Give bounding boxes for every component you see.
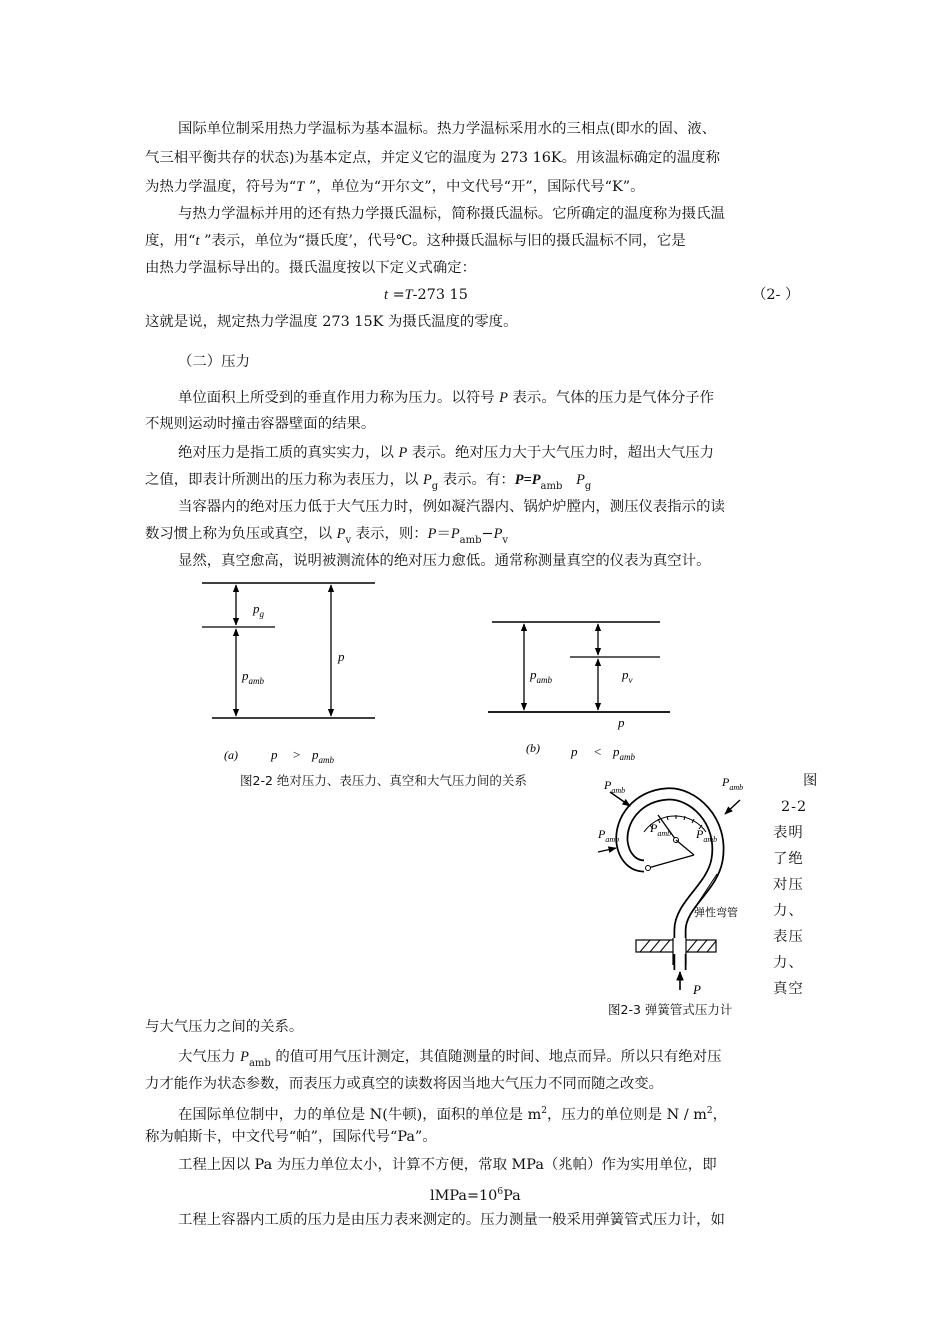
text-segment: -273 15 <box>412 287 468 303</box>
symbol-T: T <box>404 287 413 303</box>
label-p-a: p <box>338 649 345 664</box>
para-mpa: 工程上因以 Pa 为压力单位太小，计算不方便，常取 MPa（兆帕）作为实用单位，即 <box>178 1157 717 1173</box>
symbol-P: P <box>576 472 585 488</box>
para-relation-tail: 与大气压力之间的关系。 <box>145 1019 304 1035</box>
figure-2-2-diagram <box>190 575 680 770</box>
superscript: 2 <box>541 1106 547 1116</box>
text-segment: 在国际单位制中，力的单位是 N(牛顿)，面积的单位是 m <box>178 1106 542 1123</box>
side-line: 力、 <box>773 903 804 919</box>
para-atmos-line1 <box>178 1047 721 1069</box>
label-pamb-2: $P_{amb}$ <box>722 775 744 792</box>
symbol-P: P <box>423 472 432 488</box>
label-pv: $p_v$ <box>622 667 633 685</box>
equation-mpa <box>430 1182 521 1206</box>
minus-sign: − <box>481 526 494 542</box>
superscript: 2 <box>706 1106 713 1116</box>
superscript: 6 <box>497 1187 504 1197</box>
side-line: 对压 <box>773 877 804 893</box>
symbol-t: t <box>384 287 388 303</box>
equation-celsius <box>384 285 468 305</box>
equals-sign: = <box>392 287 405 303</box>
side-line: 力、 <box>773 955 804 971</box>
para-celsius-line2 <box>145 231 686 251</box>
para-pressure-def-line2: 不规则运动时撞击容器壁面的结果。 <box>145 416 376 432</box>
subscript: v <box>345 535 352 546</box>
cond-a-op: > <box>293 747 301 762</box>
side-line: 了绝 <box>773 851 804 867</box>
label-pamb-1: $P_{amb}$ <box>604 778 626 795</box>
figure-2-3-gauge-diagram <box>592 770 762 1000</box>
para-si-unit-line1 <box>178 1101 727 1125</box>
label-pamb-4: $P_{amb}$ <box>650 821 672 838</box>
side-column-text <box>773 768 818 1002</box>
subscript: amb <box>540 481 563 492</box>
text-segment: 数习惯上称为负压或真空，以 <box>145 526 337 542</box>
text-segment: ，压力的单位则是 N / m <box>546 1106 707 1123</box>
cond-a-p: p <box>271 747 278 762</box>
figure-2-3-caption: 图2-3 弹簧管式压力计 <box>608 1002 733 1017</box>
text-segment: 表示。气体的压力是气体分子作 <box>507 390 715 406</box>
side-line: 表压 <box>773 929 804 945</box>
text-segment: lMPa=10 <box>430 1187 498 1204</box>
symbol-t: t <box>195 233 200 249</box>
cond-a-pamb: $p_{amb}$ <box>312 747 334 765</box>
para-thermo-scale-line2: 气三相平衡共存的状态)为基本定点，并定义它的温度为 273 16K。用该温标确定的温度称 <box>145 150 720 166</box>
text-segment: Pa <box>503 1187 521 1204</box>
side-line: 真空 <box>773 981 804 997</box>
text-segment: 表示。绝对压力大于大气压力时，超出大气压力 <box>407 445 715 461</box>
para-absolute-pressure-line2 <box>145 470 591 492</box>
formula: P=P <box>514 472 541 488</box>
dial-ticks <box>650 815 702 829</box>
equals-sign: ＝ <box>436 526 451 542</box>
cond-b-op: < <box>594 744 602 759</box>
para-vacuum-meter: 显然，真空愈高，说明被测流体的绝对压力愈低。通常称测量真空的仪表为真空计。 <box>178 553 711 569</box>
symbol-P: P <box>336 526 346 542</box>
text-segment: 表示，则： <box>351 526 428 542</box>
link-joint <box>646 866 651 871</box>
label-pamb-3: $P_{amb}$ <box>598 827 620 844</box>
side-line: 表明 <box>773 825 804 841</box>
label-p-b: p <box>618 715 625 730</box>
label-pamb-b: $p_{amb}$ <box>530 667 552 685</box>
text-segment: 为热力学温度，符号为“ <box>145 179 297 195</box>
para-celsius-line1: 与热力学温标并用的还有热力学摄氏温标，简称摄氏温标。它所确定的温度称为摄氏温 <box>178 206 725 222</box>
symbol-P: P <box>427 526 437 542</box>
text-segment: 之值，即表计所测出的压力称为表压力，以 <box>145 472 423 488</box>
symbol-P: P <box>240 1049 249 1065</box>
text-segment: 的值可用气压计测定，其值随测量的时间、地点而异。所以只有绝对压 <box>270 1049 722 1065</box>
label-a: (a) <box>224 748 238 762</box>
text-segment: 绝对压力是指工质的真实实力，以 <box>178 445 399 461</box>
label-pg: $p_g$ <box>253 601 264 619</box>
cond-b-pamb: $p_{amb}$ <box>613 744 635 762</box>
label-b: (b) <box>526 741 540 755</box>
label-elastic-tube: 弹性弯管 <box>694 906 738 919</box>
para-pressure-def-line1 <box>178 388 714 408</box>
symbol-P: P <box>398 445 408 461</box>
figure-2-2-caption: 图2-2 绝对压力、表压力、真空和大气压力间的关系 <box>240 773 527 788</box>
para-zero-point: 这就是说，规定热力学温度 273 15K 为摄氏温度的零度。 <box>145 314 518 330</box>
para-atmos-line2: 力才能作为状态参数，而表压力或真空的读数将因当地大气压力不同而随之改变。 <box>145 1076 664 1092</box>
text-segment: ”，单位为“开尔文”，中文代号“开”，国际代号“K”。 <box>304 179 645 195</box>
para-gauge-measure: 工程上容器内工质的压力是由压力表来测定的。压力测量一般采用弹簧管式压力计，如 <box>178 1212 725 1228</box>
para-vacuum-line2 <box>145 524 508 546</box>
symbol-P: P <box>493 526 503 542</box>
label-p: P <box>693 982 701 997</box>
subscript: v <box>502 535 509 546</box>
para-celsius-line3: 由热力学温标导出的。摄氏温度按以下定义式确定： <box>145 260 476 276</box>
arrow-pamb-left <box>598 848 616 852</box>
subscript: g <box>431 481 439 492</box>
subscript: amb <box>248 1058 271 1069</box>
para-si-unit-line2: 称为帕斯卡，中文代号“帕”，国际代号“Pa”。 <box>145 1129 437 1145</box>
equation-number: （2- ） <box>752 287 800 303</box>
link-arm <box>676 840 694 855</box>
text-segment: 表示。有： <box>438 472 515 488</box>
para-absolute-pressure-line1 <box>178 443 714 463</box>
para-vacuum-line1: 当容器内的绝对压力低于大气压力时，例如凝汽器内、锅炉炉膛内，测压仪表指示的读 <box>178 499 725 515</box>
label-pamb-a: $p_{amb}$ <box>242 668 264 686</box>
label-pamb-5: $P_{amb}$ <box>696 827 718 844</box>
symbol-T: T <box>296 179 305 195</box>
base-gap <box>673 938 686 954</box>
subscript: amb <box>459 535 482 546</box>
text-segment: ”表示，单位为“摄氏度’，代号℃。这种摄氏温标与旧的摄氏温标不同，它是 <box>199 233 686 249</box>
text-segment: ， <box>712 1106 728 1123</box>
arrow-pamb-top-right <box>725 800 740 814</box>
side-line: 图 <box>803 773 819 789</box>
text-segment: 度，用“ <box>145 233 196 249</box>
text-segment: 单位面积上所受到的垂直作用力称为压力。以符号 <box>178 390 500 406</box>
para-thermo-scale-line3 <box>145 177 645 197</box>
side-line: 2-2 <box>781 799 808 815</box>
symbol-P: P <box>499 390 508 406</box>
text-segment: 大气压力 <box>178 1049 241 1065</box>
section-heading-pressure: （二）压力 <box>178 354 250 370</box>
subscript: g <box>584 481 592 492</box>
symbol-P: P <box>450 526 460 542</box>
link-rod <box>648 855 694 868</box>
para-thermo-scale-line1: 国际单位制采用热力学温标为基本温标。热力学温标采用水的三相点(即水的固、液、 <box>178 121 717 137</box>
cond-b-p: p <box>571 744 578 759</box>
